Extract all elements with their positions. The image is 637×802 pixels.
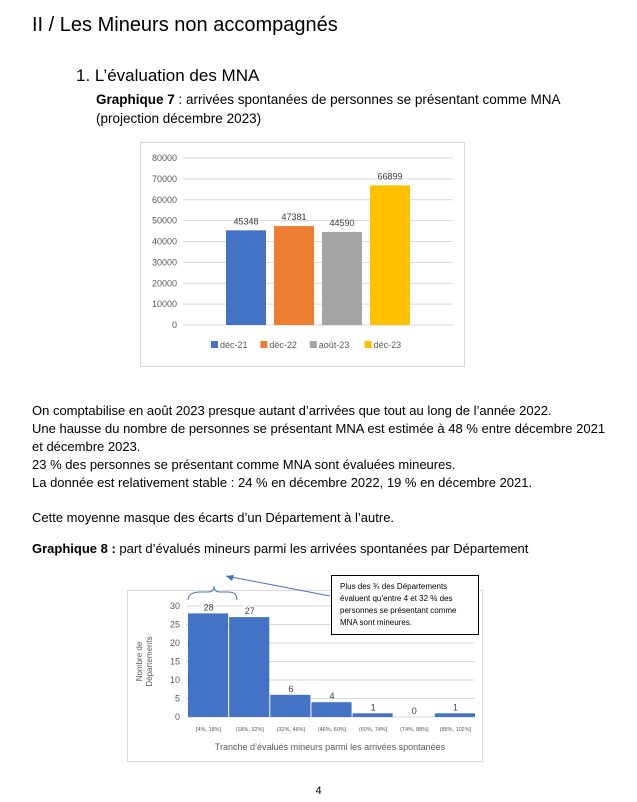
paragraph-2: Cette moyenne masque des écarts d’un Département à l’autre.	[32, 510, 395, 525]
chart7-caption-label: Graphique 7	[96, 92, 175, 107]
paragraph-line: Une hausse du nombre de personnes se présentant MNA est estimée à 48 % entre décembre 2021 et décembre 2023.	[32, 421, 606, 454]
bar	[311, 702, 351, 717]
brace-shape	[188, 586, 237, 600]
x-tick-label: (18%, 32%]	[235, 727, 264, 733]
arrow-head	[226, 575, 234, 581]
data-label: 6	[288, 683, 294, 694]
bar	[353, 713, 393, 717]
paragraph-line: La donnée est relativement stable : 24 % en décembre 2022, 19 % en décembre 2021.	[32, 475, 533, 490]
data-label: 4	[329, 691, 335, 702]
y-tick-label: 30000	[151, 257, 177, 268]
bar	[270, 695, 310, 717]
data-label: 45348	[233, 216, 259, 227]
legend-label: août-23	[318, 340, 350, 350]
y-tick-label: 0	[171, 320, 177, 330]
bar	[226, 230, 266, 325]
paragraph-block	[32, 402, 612, 492]
y-tick-label: 25	[169, 619, 180, 630]
chart8-caption	[32, 541, 528, 556]
section-heading: II / Les Mineurs non accompagnés	[32, 14, 338, 36]
chart8-callout: Plus des ¾ des Départements évaluent qu’entre 4 et 32 % des personnes se présentant comme MNA sont mineures.	[331, 575, 479, 635]
x-tick-label: (32%, 46%]	[276, 727, 306, 733]
bar	[274, 226, 314, 325]
y-tick-label: 15	[169, 656, 180, 667]
data-label: 0	[411, 706, 417, 716]
y-tick-label: 80000	[151, 153, 177, 163]
data-label: 47381	[281, 212, 307, 223]
legend-swatch	[365, 341, 372, 348]
x-tick-label: [4%, 18%]	[196, 727, 222, 733]
bar	[435, 713, 475, 717]
y-tick-label: 40000	[151, 236, 177, 247]
legend-swatch	[310, 341, 317, 348]
x-tick-label: (74%, 88%]	[400, 727, 429, 733]
data-label: 44590	[329, 217, 355, 228]
subsection-heading: 1. L’évaluation des MNA	[76, 66, 260, 85]
y-tick-label: 20	[169, 638, 180, 648]
data-label: 28	[203, 602, 214, 613]
chart8-caption-text: part d’évalués mineurs parmi les arrivées spontanées par Département	[115, 541, 529, 556]
x-tick-label: (88%, 102%]	[439, 727, 472, 733]
bar	[188, 613, 228, 717]
legend-label: déc-21	[220, 340, 248, 350]
data-label: 1	[370, 702, 376, 713]
arrow-line	[226, 576, 330, 596]
y-axis-label: Nombre deDépartements	[135, 636, 154, 687]
bar	[370, 185, 410, 325]
data-label: 27	[244, 606, 255, 617]
page-number: 4	[315, 785, 322, 797]
paragraph-line: 23 % des personnes se présentant comme MNA sont évaluées mineures.	[32, 457, 456, 472]
data-label: 1	[452, 702, 458, 713]
legend-label: déc-23	[373, 340, 402, 350]
y-tick-label: 30	[169, 601, 180, 611]
y-tick-label: 0	[174, 712, 180, 722]
y-tick-label: 50000	[151, 215, 177, 226]
y-tick-label: 20000	[151, 278, 177, 289]
y-tick-label: 10	[169, 675, 180, 685]
chart8-caption-label: Graphique 8 :	[32, 541, 116, 556]
bar	[322, 232, 362, 325]
chart7	[140, 142, 465, 367]
y-tick-label: 10000	[151, 299, 177, 310]
data-label: 66899	[377, 171, 403, 182]
legend-swatch	[260, 341, 267, 348]
x-axis-label: Tranche d’évalués mineurs parmi les arrivées spontanées	[214, 742, 446, 752]
legend-swatch	[211, 341, 218, 348]
x-tick-label: (60%, 74%]	[358, 727, 388, 733]
chart7-caption-text: : arrivées spontanées de personnes se présentant comme MNA (projection décembre 2023)	[96, 92, 560, 126]
legend-label: déc-22	[269, 340, 297, 350]
paragraph-line: On comptabilise en août 2023 presque autant d’arrivées que tout au long de l’année 2022.	[32, 403, 552, 418]
bar	[229, 617, 269, 717]
y-tick-label: 70000	[151, 173, 177, 184]
callout-arrow	[150, 568, 350, 608]
chart7-caption	[96, 90, 596, 128]
chart7-svg	[141, 143, 464, 366]
y-tick-label: 5	[174, 693, 180, 704]
y-tick-label: 60000	[151, 194, 177, 205]
x-tick-label: (46%, 60%]	[317, 727, 347, 733]
